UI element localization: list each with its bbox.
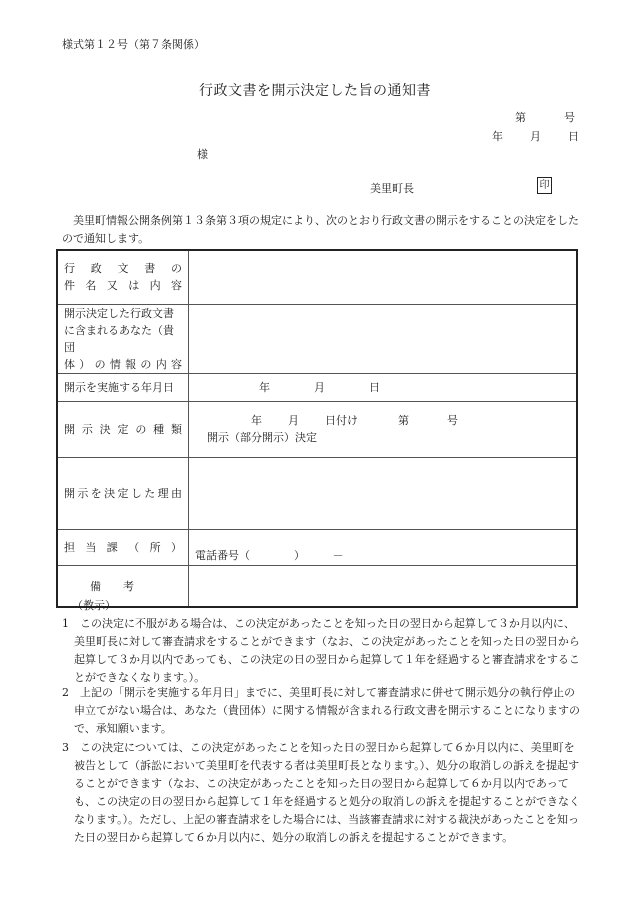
table-row — [57, 373, 577, 401]
document-title: 行政文書を開示決定した旨の通知書 — [199, 83, 431, 99]
table-row — [57, 565, 577, 607]
value-department — [189, 529, 578, 565]
label-remarks: 備考 — [57, 565, 189, 607]
document-number-line — [515, 109, 575, 125]
notice-item: 3 この決定については、この決定があったことを知った日の翌日から起算して６か月以内に、美里町を被告として（訴訟において美里町を代表する者は美里町長となります。）、処分の取消しの訴えを提起することができます（なお、この決定があったことを知った日の翌日から起算して６か月以内であっても、この決定の日の翌日から起算して１年を経過すると処分の取消しの訴えを提起することができなくなります。）。ただし、上記の審査請求をした場合には、当該審査請求に対する裁決があったことを知った日の翌日から起算して６か月以内に、処分の取消しの訴えを提起することができます。 — [62, 741, 580, 844]
notice-item: 2 上記の「開示を実施する年月日」までに、美里町長に対して審査請求に併せて開示処分の執行停止の申立てがない場合は、あなた（貴団体）に関する情報が含まれる行政文書を開示することになりますので、承知願います。 — [62, 686, 580, 735]
number-prefix: 第 — [515, 111, 526, 124]
label-decision-type: 開示決定の種類 — [57, 401, 189, 457]
value-document-subject — [189, 250, 578, 304]
value-personal-info — [189, 304, 578, 373]
date-year: 年 — [492, 130, 503, 143]
table-row — [57, 250, 577, 304]
addressee: 様 — [197, 148, 208, 161]
decision-kind: 開示（部分開示）決定 — [207, 431, 317, 444]
value-decision-type: 年 月 日付け 第 号 開示（部分開示）決定 — [189, 401, 578, 457]
form-number: 様式第１２号（第７条関係） — [62, 38, 205, 51]
table-row — [57, 529, 577, 565]
notice-heading: （教示） — [72, 599, 116, 612]
table-row — [57, 457, 577, 529]
table-row — [57, 401, 577, 457]
sender-name: 美里町長 — [370, 182, 414, 195]
issue-date-line — [492, 128, 579, 144]
value-decision-reason — [189, 457, 578, 529]
value-remarks — [189, 565, 578, 607]
notice-item: 1 この決定に不服がある場合は、この決定があったことを知った日の翌日から起算して３か月以内に、美里町長に対して審査請求をすることができます（なお、この決定があったことを知った日の翌日から起算して３か月以内であっても、この決定の日の翌日から起算して１年を経過すると審査請求をすることができなくなります。）。 — [62, 617, 580, 684]
date-day: 日 — [568, 130, 579, 143]
table-row — [57, 304, 577, 373]
label-decision-reason: 開示を決定した理由 — [57, 457, 189, 529]
notice-table — [56, 249, 578, 608]
seal-mark: 印 — [537, 177, 552, 194]
value-disclosure-date: 年 月 日 — [189, 373, 578, 401]
label-department: 担当課（所） — [57, 529, 189, 565]
number-suffix: 号 — [564, 111, 575, 124]
phone-number-field: 電話番号（ ） － — [195, 548, 344, 562]
label-document-subject: 行政文書の 件名又は内容 — [57, 250, 189, 304]
label-personal-info: 開示決定した行政文書 に含まれるあなた（貴団 体）の情報の内容 — [57, 304, 189, 373]
date-month: 月 — [530, 130, 541, 143]
intro-paragraph: 美里町情報公開条例第１３条第３項の規定により、次のとおり行政文書の開示をすることの決定をしたので通知します。 — [62, 214, 579, 245]
label-disclosure-date: 開示を実施する年月日 — [57, 373, 189, 401]
